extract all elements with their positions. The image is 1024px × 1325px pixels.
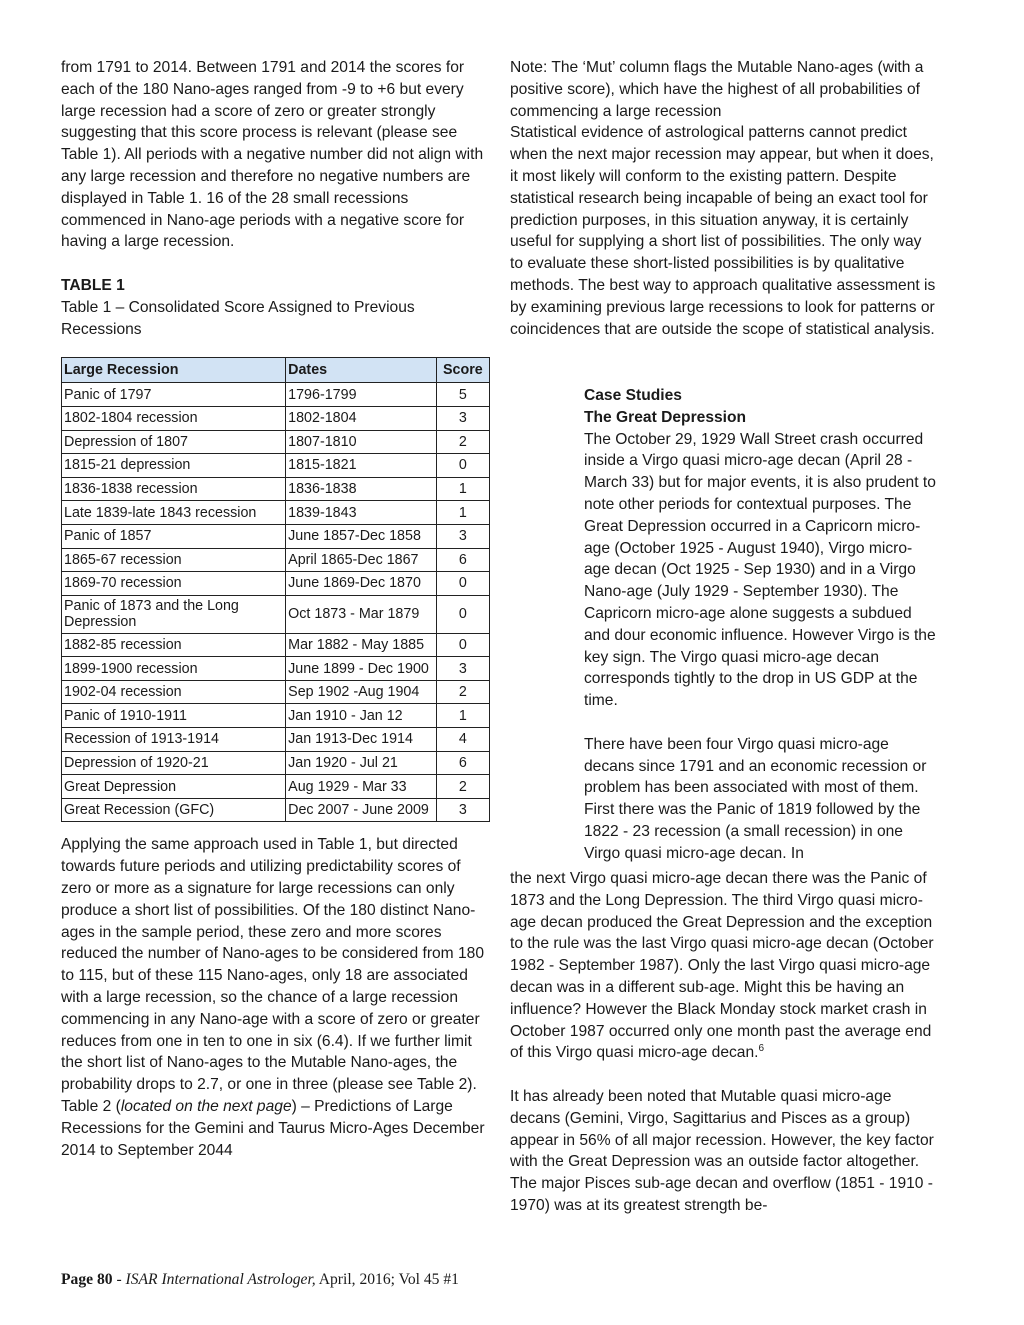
recession-name: Great Recession (GFC) [62,798,286,822]
table-row [62,704,490,728]
recession-score: 0 [436,633,489,657]
table-row [62,798,490,822]
recession-name: 1815-21 depression [62,454,286,478]
recession-score: 3 [436,524,489,548]
recession-name: 1802-1804 recession [62,406,286,430]
recession-score: 0 [436,595,489,633]
recession-name: Panic of 1857 [62,524,286,548]
table-row [62,524,490,548]
recession-name: Panic of 1873 and the Long Depression [62,595,286,633]
recession-dates: April 1865-Dec 1867 [286,548,437,572]
table-row [62,406,490,430]
recession-dates: Jan 1913-Dec 1914 [286,728,437,752]
table-row [62,751,490,775]
recession-score: 5 [436,383,489,407]
recession-name: 1899-1900 recession [62,657,286,681]
header-score: Score [436,358,489,383]
recession-name: 1865-67 recession [62,548,286,572]
case-studies-heading: Case Studies [584,387,682,404]
page-number: Page 80 [61,1271,113,1288]
table2-location-note: located on the next page [120,1098,292,1116]
recession-table-wrapper [61,357,489,822]
recession-score: 3 [436,657,489,681]
recession-score: 3 [436,798,489,822]
table-row [62,430,490,454]
recession-name: Depression of 1807 [62,430,286,454]
recession-name: Panic of 1797 [62,383,286,407]
table-row [62,595,490,633]
right-column-bottom [510,868,938,1217]
great-depression-paragraph: The October 29, 1929 Wall Street crash occurred inside a Virgo quasi micro-age decan (April 28 - March 33) but for major events, it is also prudent to note other periods for contextual purposes. The Great Depression occurred in a Capricorn micro-age (October 1925 - August 1940), Virgo micro-age decan (Oct 1925 - Sep 1930) and in a Virgo Nano-age (July 1929 - September 1930). The Capricorn micro-age alone suggests a subdued and dour economic influence. However Virgo is the key sign. The Virgo quasi micro-age decan corresponds tightly to the drop in US GDP at the time. [584,430,936,710]
recession-name: Great Depression [62,775,286,799]
left-column [61,57,489,1161]
table-row [62,680,490,704]
right-column-middle [584,385,938,865]
footer-separator: - [112,1271,126,1288]
recession-dates: Jan 1920 - Jul 21 [286,751,437,775]
table-row [62,477,490,501]
intro-paragraph: from 1791 to 2014. Between 1791 and 2014 the scores for each of the 180 Nano-ages ranged from -9 to +6 but every large recession had a score of zero or greater strongly suggesting that this score process is relevant (please see Table 1). All periods with a negative number did not align with any large recession and therefore no negative numbers are displayed in Table 1. 16 of the 28 small recessions commenced in Nano-age periods with a negative score for having a large recession. [61,59,484,251]
table-row [62,728,490,752]
recession-dates: Sep 1902 -Aug 1904 [286,680,437,704]
recession-dates: Jan 1910 - Jan 12 [286,704,437,728]
journal-name: ISAR International Astrologer, [125,1271,316,1288]
recession-table [61,357,490,822]
mutable-decans-paragraph: It has already been noted that Mutable quasi micro-age decans (Gemini, Virgo, Sagittarius and Pisces as a group) appear in 56% of all major recession. However, the key factor with the Great Depression was an outside factor altogether. The major Pisces sub-age decan and overflow (1851 - 1910 - 1970) was at its greatest strength be- [510,1087,934,1214]
recession-score: 0 [436,572,489,596]
table-row [62,775,490,799]
recession-score: 2 [436,430,489,454]
recession-dates: June 1857-Dec 1858 [286,524,437,548]
recession-score: 6 [436,751,489,775]
recession-score: 6 [436,548,489,572]
issue-info: April, 2016; Vol 45 #1 [315,1271,459,1288]
future-periods-paragraph: Applying the same approach used in Table 1, but directed towards future periods and utilizing predictability scores of zero or more as a signature for large recessions can only produce a short list of possibilities. Of the 180 distinct Nano-ages in the sample period, these zero and more scores reduced the number of Nano-ages to be considered from 180 to 115, but of these 115 Nano-ages, only 18 are associated with a large recession, so the chance of a large recession commencing in any Nano-age with a score of zero or greater reduces from one in ten to one in six (6.4). If we further limit the short list of Nano-ages to the Mutable Nano-ages, the probability drops to 2.7, or one in three (please see Table 2). [61,836,485,1094]
table-header-row [62,358,490,383]
recession-score: 3 [436,406,489,430]
recession-dates: Aug 1929 - Mar 33 [286,775,437,799]
recession-dates: Mar 1882 - May 1885 [286,633,437,657]
table-row [62,548,490,572]
recession-dates: 1807-1810 [286,430,437,454]
recession-dates: 1815-1821 [286,454,437,478]
recession-dates: Dec 2007 - June 2009 [286,798,437,822]
recession-score: 2 [436,775,489,799]
recession-name: Recession of 1913-1914 [62,728,286,752]
right-column-top [510,57,938,340]
recession-score: 2 [436,680,489,704]
table-row [62,501,490,525]
recession-dates: Oct 1873 - Mar 1879 [286,595,437,633]
table-row [62,383,490,407]
footnote-marker: 6 [758,1043,765,1055]
table2-prefix: Table 2 ( [61,1098,121,1116]
recession-name: 1882-85 recession [62,633,286,657]
recession-dates: June 1869-Dec 1870 [286,572,437,596]
table-row [62,633,490,657]
recession-score: 1 [436,477,489,501]
recession-dates: June 1899 - Dec 1900 [286,657,437,681]
great-depression-heading: The Great Depression [584,408,747,426]
table-row [62,454,490,478]
recession-name: 1869-70 recession [62,572,286,596]
recession-score: 1 [436,704,489,728]
recession-score: 4 [436,728,489,752]
statistical-evidence-paragraph: Statistical evidence of astrological patterns cannot predict when the next major recession may appear, but when it does, it most likely will conform to the existing pattern. Despite statistical research being incapable of being an exact tool for prediction purposes, in this situation anyway, it is certainly useful for supplying a short list of possibilities. The only way to evaluate these short-listed possibilities is by qualitative methods. The best way to approach qualitative assessment is by examining previous large recessions to look for patterns or coincidences that are outside the scope of statistical analysis. [510,124,936,338]
table-caption: Table 1 – Consolidated Score Assigned to Previous Recessions [61,298,415,338]
recession-name: Depression of 1920-21 [62,751,286,775]
recession-name: Late 1839-late 1843 recession [62,501,286,525]
table-row [62,657,490,681]
recession-dates: 1796-1799 [286,383,437,407]
table2-caption: ) – Predictions of Large Recessions for the Gemini and Taurus Micro-Ages December 2014 to September 2044 [61,1098,485,1159]
recession-name: 1836-1838 recession [62,477,286,501]
header-large-recession: Large Recession [62,358,286,383]
recession-name: 1902-04 recession [62,680,286,704]
recession-score: 1 [436,501,489,525]
virgo-decans-paragraph-end [510,868,938,1064]
page-footer [61,1271,459,1289]
recession-dates: 1839-1843 [286,501,437,525]
table-row [62,572,490,596]
recession-dates: 1802-1804 [286,406,437,430]
virgo-decans-text: the next Virgo quasi micro-age decan there was the Panic of 1873 and the Long Depression. The third Virgo quasi micro-age decan produced the Great Depression and the exception to the rule was the last Virgo quasi micro-age decan (October 1982 - September 1987). Only the last Virgo quasi micro-age decan was in a different sub-age. Might this be having an influence? However the Black Monday stock market crash in October 1987 occurred only one month past the average end of this Virgo quasi micro-age decan. [510,870,934,1062]
recession-dates: 1836-1838 [286,477,437,501]
mut-column-note: Note: The ‘Mut’ column flags the Mutable Nano-ages (with a positive score), which have the highest of all probabilities of commencing a large recession [510,59,924,120]
virgo-decans-paragraph-start: There have been four Virgo quasi micro-age decans since 1791 and an economic recession or problem has been associated with most of them. First there was the Panic of 1819 followed by the 1822 - 23 recession (a small recession) in one Virgo quasi micro-age decan. In [584,735,927,862]
table2-reference [61,1096,489,1161]
recession-name: Panic of 1910-1911 [62,704,286,728]
header-dates: Dates [286,358,437,383]
recession-score: 0 [436,454,489,478]
table-label: TABLE 1 [61,276,125,294]
